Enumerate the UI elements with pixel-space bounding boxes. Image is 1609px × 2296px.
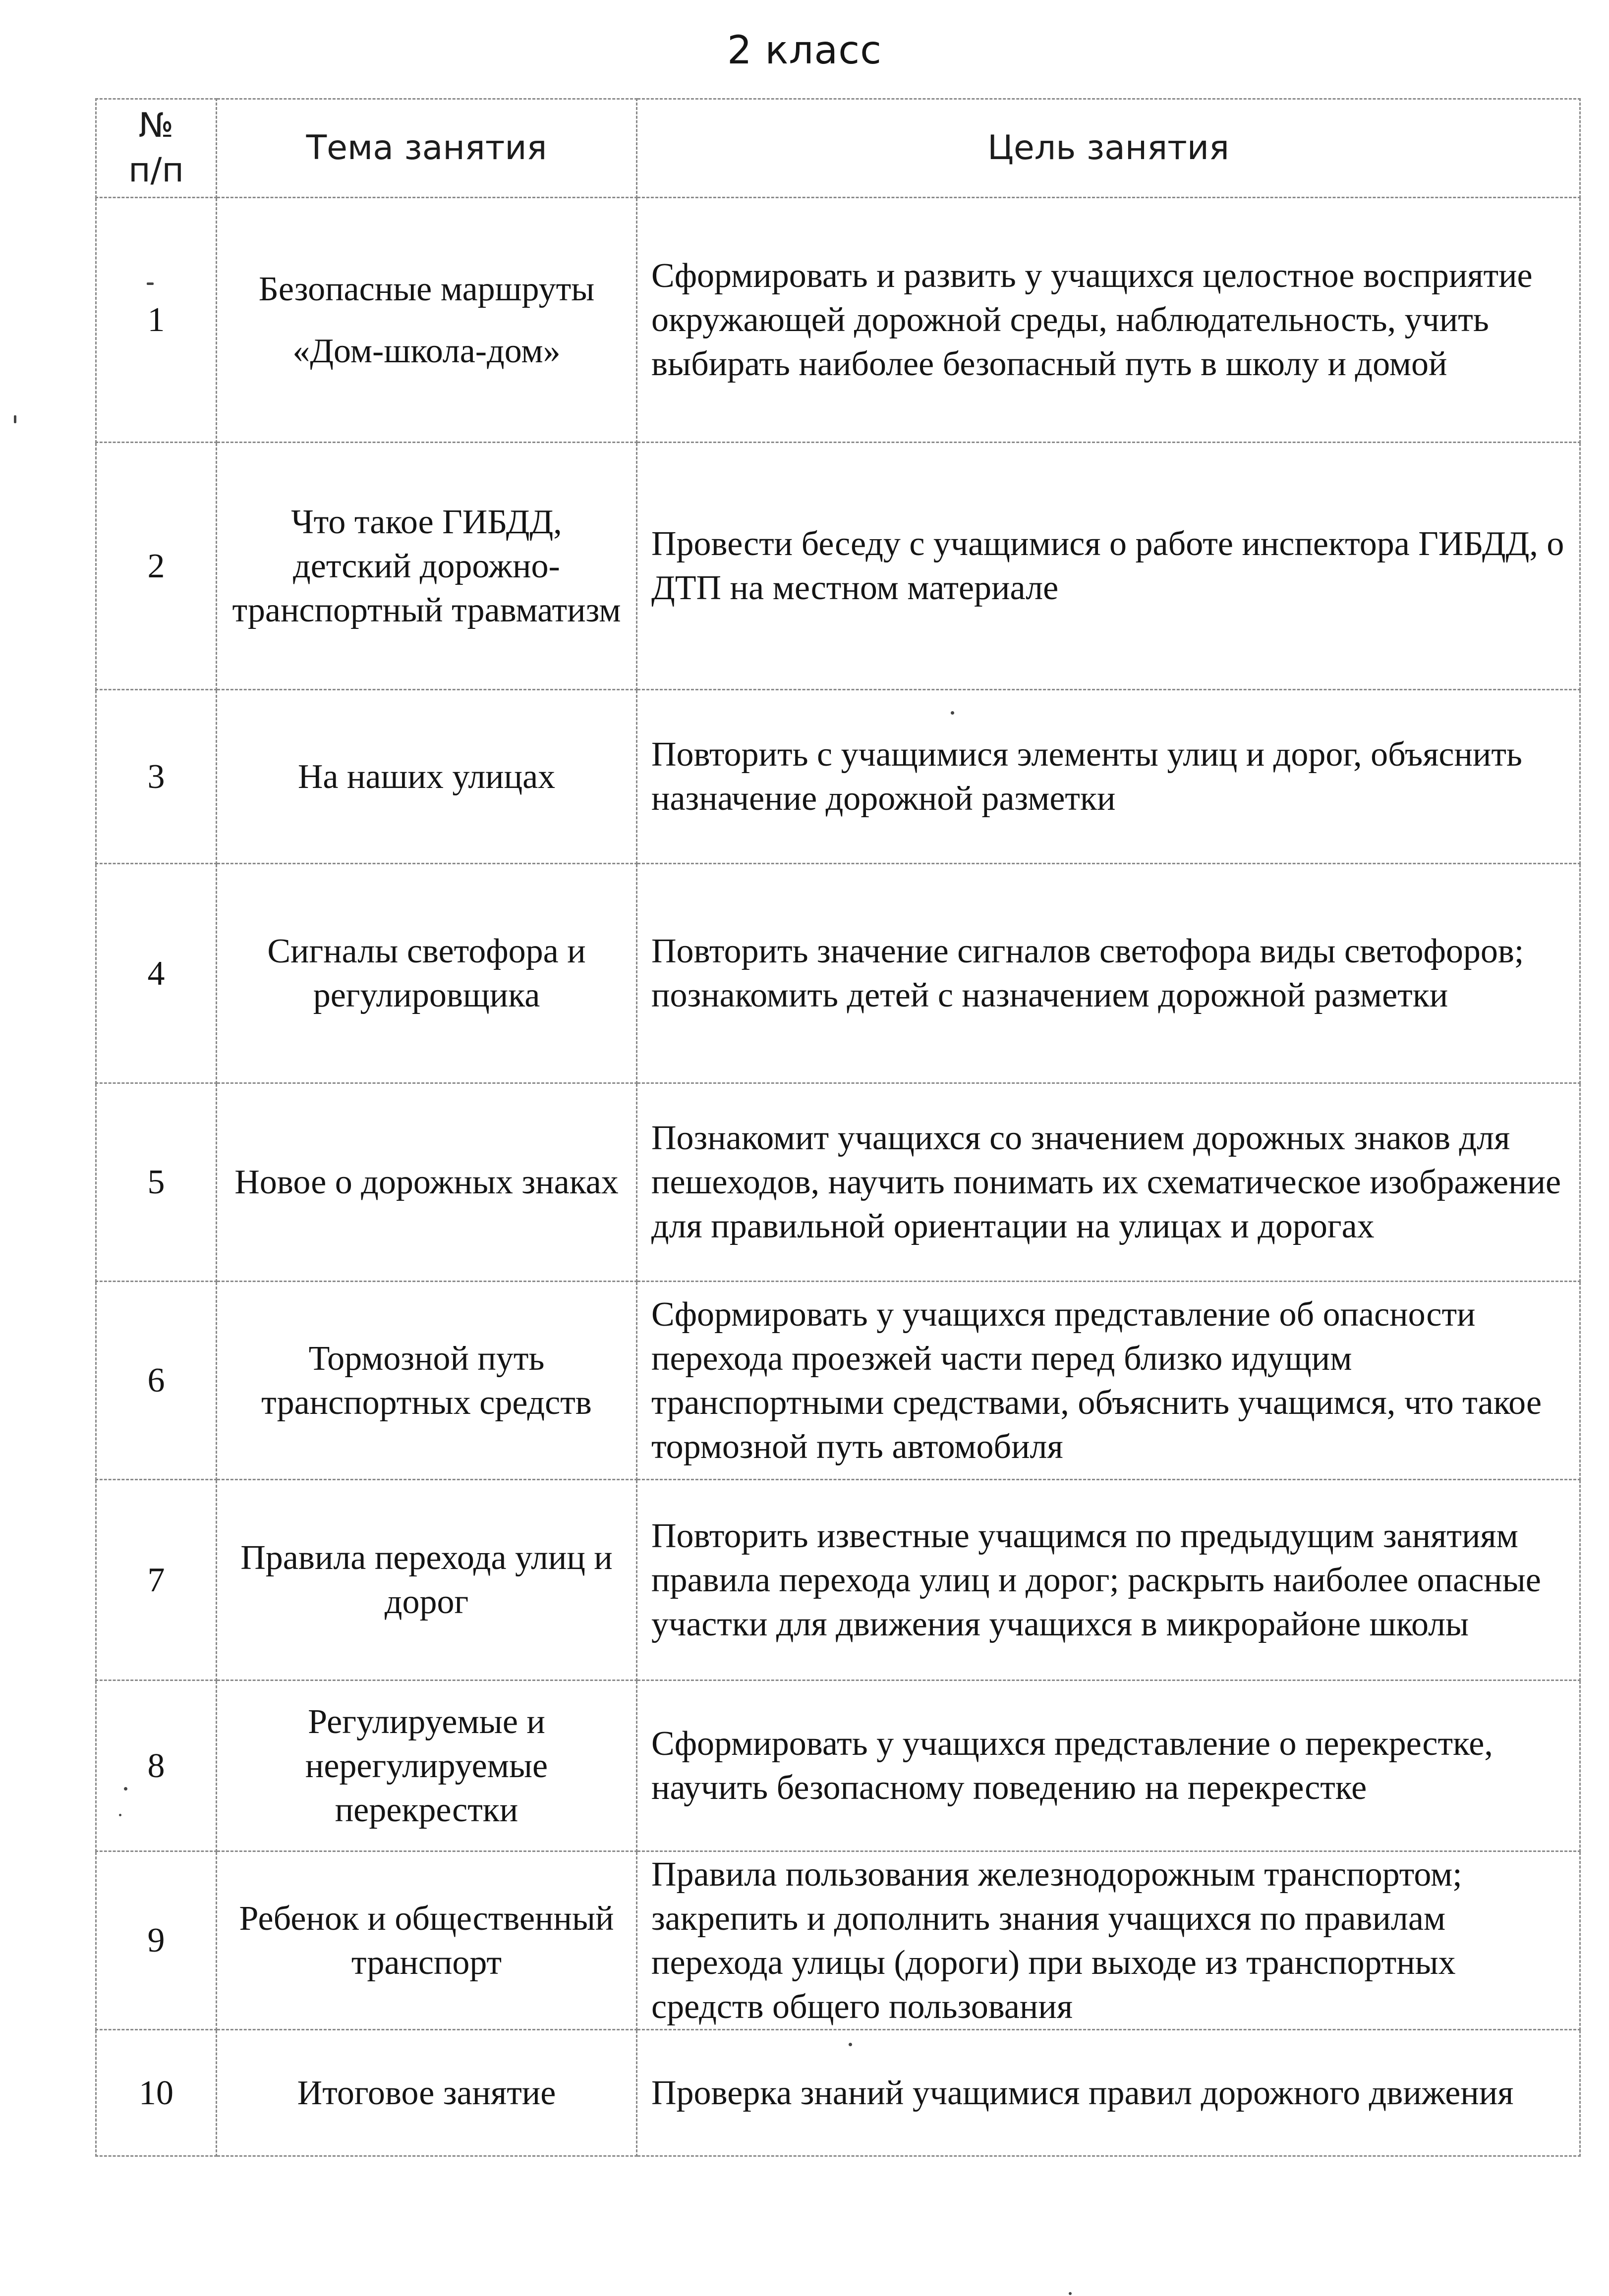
column-header-topic-label: Тема занятия xyxy=(306,128,547,168)
table-row xyxy=(96,864,1580,1083)
row-topic-cell xyxy=(217,1480,637,1680)
row-topic: Новое о дорожных знаках xyxy=(234,1163,619,1201)
row-topic-cell xyxy=(217,1282,637,1480)
table-row xyxy=(96,1282,1580,1480)
row-topic-cell xyxy=(217,443,637,690)
row-number-cell xyxy=(96,2030,217,2156)
row-topic-cell xyxy=(217,864,637,1083)
row-number-cell xyxy=(96,1083,217,1282)
row-topic: Регулируемые и нерегулируемые перекрестки xyxy=(305,1702,548,1829)
row-goal: Провести беседу с учащимися о работе инспектора ГИБДД, о ДТП на местном материале xyxy=(651,525,1564,607)
row-goal-cell xyxy=(637,690,1580,864)
row-number-cell xyxy=(96,1680,217,1851)
row-topic: Итоговое занятие xyxy=(297,2073,556,2112)
table-row xyxy=(96,198,1580,443)
column-header-number-label: № п/п xyxy=(128,106,184,190)
row-topic: Ребенок и общественный транспорт xyxy=(239,1899,614,1982)
row-goal: Сформировать у учащихся представление об опасности перехода проезжей части перед близко идущим транспортными средствами, объяснить учащимся, что такое тормозной путь автомобиля xyxy=(651,1295,1542,1466)
scan-speck xyxy=(951,711,954,715)
row-goal: Проверка знаний учащимися правил дорожного движения xyxy=(651,2073,1514,2112)
scan-speck xyxy=(147,282,154,285)
row-goal: Повторить с учащимися элементы улиц и дорог, объяснить назначение дорожной разметки xyxy=(651,735,1522,818)
row-goal: Повторить известные учащимся по предыдущим занятиям правила перехода улиц и дорог; раскрыть наиболее опасные участки для движения учащихся в микрорайоне школы xyxy=(651,1516,1541,1643)
row-topic: Правила перехода улиц и дорог xyxy=(240,1539,613,1621)
row-number-cell xyxy=(96,864,217,1083)
row-number-cell xyxy=(96,1851,217,2030)
table-row xyxy=(96,1480,1580,1680)
table-row xyxy=(96,1851,1580,2030)
row-number: 1 xyxy=(147,301,165,339)
scan-speck xyxy=(849,2043,852,2046)
row-topic-cell xyxy=(217,1680,637,1851)
row-goal-cell xyxy=(637,1851,1580,2030)
table-row xyxy=(96,690,1580,864)
row-number: 5 xyxy=(147,1163,165,1201)
lesson-plan-table-container xyxy=(95,98,1581,2157)
row-topic-cell xyxy=(217,1851,637,2030)
row-number: 3 xyxy=(147,757,165,796)
row-goal: Сформировать и развить у учащихся целостное восприятие окружающей дорожной среды, наблюдательность, учить выбирать наиболее безопасный путь в школу и домой xyxy=(651,257,1533,383)
row-goal-cell xyxy=(637,443,1580,690)
row-number-cell xyxy=(96,1282,217,1480)
row-goal: Правила пользования железнодорожным транспортом; закрепить и дополнить знания учащихся по правилам перехода улицы (дороги) при выходе из транспортных средств общего пользования xyxy=(651,1855,1462,2026)
row-topic: Сигналы светофора и регулировщика xyxy=(267,932,586,1014)
row-topic: На наших улицах xyxy=(297,757,556,796)
row-goal: Сформировать у учащихся представление о перекрестке, научить безопасному поведению на перекрестке xyxy=(651,1725,1493,1807)
row-goal-cell xyxy=(637,2030,1580,2156)
row-number: 10 xyxy=(139,2073,173,2112)
table-row xyxy=(96,1680,1580,1851)
row-goal-cell xyxy=(637,1680,1580,1851)
table-row xyxy=(96,1083,1580,1282)
lesson-plan-table xyxy=(95,98,1581,2157)
row-topic: Что такое ГИБДД, детский дорожно-транспортный травматизм xyxy=(232,503,621,629)
row-topic-cell xyxy=(217,690,637,864)
row-number: 9 xyxy=(147,1921,165,1960)
column-header-goal-label: Цель занятия xyxy=(987,128,1229,168)
scan-speck xyxy=(119,1814,121,1816)
row-topic-cell xyxy=(217,198,637,443)
scan-speck xyxy=(1069,2292,1072,2295)
row-number: 6 xyxy=(147,1361,165,1400)
row-goal-cell xyxy=(637,864,1580,1083)
row-number-cell xyxy=(96,443,217,690)
row-goal-cell xyxy=(637,198,1580,443)
row-topic: Тормозной путь транспортных средств xyxy=(261,1339,592,1422)
page-title: 2 класс xyxy=(727,28,882,73)
table-header-row xyxy=(96,99,1580,198)
column-header-number xyxy=(96,99,217,198)
column-header-goal xyxy=(637,99,1580,198)
row-goal: Познакомит учащихся со значением дорожных знаков для пешеходов, научить понимать их схематическое изображение для правильной ориентации на улицах и дорогах xyxy=(651,1119,1561,1245)
row-number: 2 xyxy=(147,547,165,585)
row-goal-cell xyxy=(637,1480,1580,1680)
scan-speck xyxy=(124,1787,127,1791)
row-topic: Безопасные маршруты «Дом-школа-дом» xyxy=(258,270,595,370)
row-goal-cell xyxy=(637,1282,1580,1480)
row-number-cell xyxy=(96,1480,217,1680)
row-topic-cell xyxy=(217,1083,637,1282)
row-number-cell xyxy=(96,690,217,864)
row-number: 7 xyxy=(147,1561,165,1599)
row-number: 8 xyxy=(147,1746,165,1785)
row-topic-cell xyxy=(217,2030,637,2156)
table-row xyxy=(96,443,1580,690)
row-number: 4 xyxy=(147,954,165,993)
column-header-topic xyxy=(217,99,637,198)
table-row xyxy=(96,2030,1580,2156)
row-goal: Повторить значение сигналов светофора виды светофоров; познакомить детей с назначением дорожной разметки xyxy=(651,932,1524,1014)
row-number-cell xyxy=(96,198,217,443)
scan-speck xyxy=(14,415,16,423)
row-goal-cell xyxy=(637,1083,1580,1282)
